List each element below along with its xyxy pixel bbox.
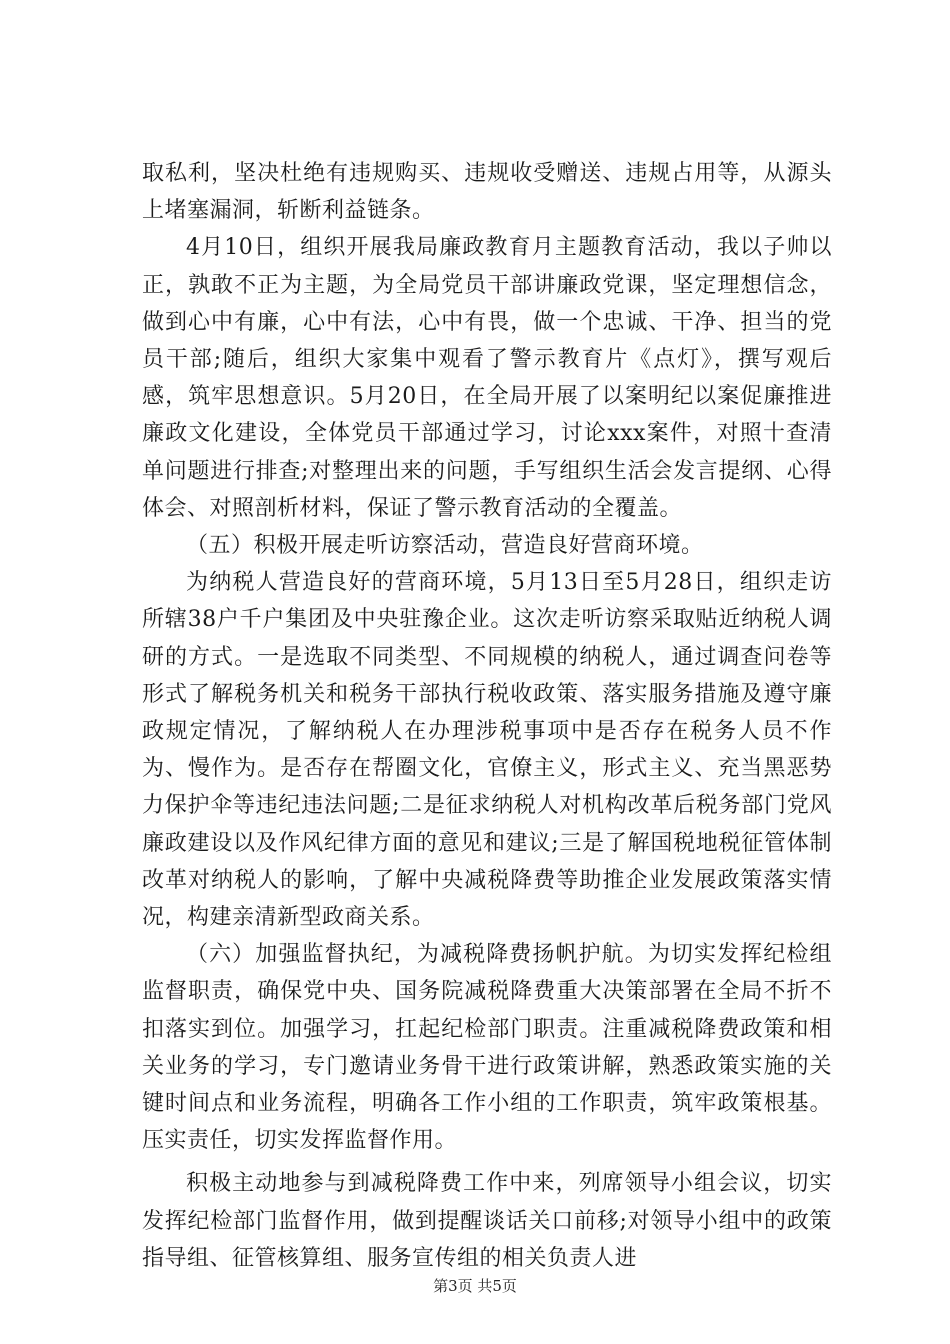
paragraph-business-environment: 为纳税人营造良好的营商环境，5月13日至5月28日，组织走访所辖38户千户集团及中央驻豫企业。这次走听访察采取贴近纳税人调研的方式。一是选取不同类型、不同规模的纳税人，通过调查问卷等形式了解税务机关和税务干部执行税收政策、落实服务措施及遵守廉政规定情况，了解纳税人在办理涉税事项中是否存在税务人员不作为、慢作为。是否存在帮圈文化，官僚主义，形式主义、充当黑恶势力保护伞等违纪违法问题;二是征求纳税人对机构改革后税务部门党风廉政建设以及作风纪律方面的意见和建议;三是了解国税地税征管体制改革对纳税人的影响，了解中央减税降费等助推企业发展政策落实情况，构建亲清新型政商关系。 <box>142 570 832 931</box>
paragraph-continuation: 取私利，坚决杜绝有违规购买、违规收受赠送、违规占用等，从源头上堵塞漏洞，斩断利益链条。 <box>142 161 832 224</box>
section-heading-six: （六）加强监督执纪，为减税降费扬帆护航。为切实发挥纪检组监督职责，确保党中央、国务院减税降费重大决策部署在全局不折不扣落实到位。加强学习，扛起纪检部门职责。注重减税降费政策和相关业务的学习，专门邀请业务骨干进行政策讲解，熟悉政策实施的关键时间点和业务流程，明确各工作小组的工作职责，筑牢政策根基。压实责任，切实发挥监督作用。 <box>142 942 832 1154</box>
section-heading-five: （五）积极开展走听访察活动，营造良好营商环境。 <box>186 533 704 559</box>
page-footer: 第3页 共5页 <box>433 1277 517 1295</box>
document-body <box>142 155 832 1277</box>
paragraph-education-month: 4月10日，组织开展我局廉政教育月主题教育活动，我以子帅以正，孰敢不正为主题，为全局党员干部讲廉政党课，坚定理想信念，做到心中有廉，心中有法，心中有畏，做一个忠诚、干净、担当的党员干部;随后，组织大家集中观看了警示教育片《点灯》，撰写观后感，筑牢思想意识。5月20日，在全局开展了以案明纪以案促廉推进廉政文化建设，全体党员干部通过学习，讨论xxx案件，对照十查清单问题进行排查;对整理出来的问题，手写组织生活会发言提纲、心得体会、对照剖析材料，保证了警示教育活动的全覆盖。 <box>142 235 832 521</box>
paragraph-tax-reduction: 积极主动地参与到减税降费工作中来，列席领导小组会议，切实发挥纪检部门监督作用，做到提醒谈话关口前移;对领导小组中的政策指导组、征管核算组、服务宣传组的相关负责人进 <box>142 1171 832 1271</box>
